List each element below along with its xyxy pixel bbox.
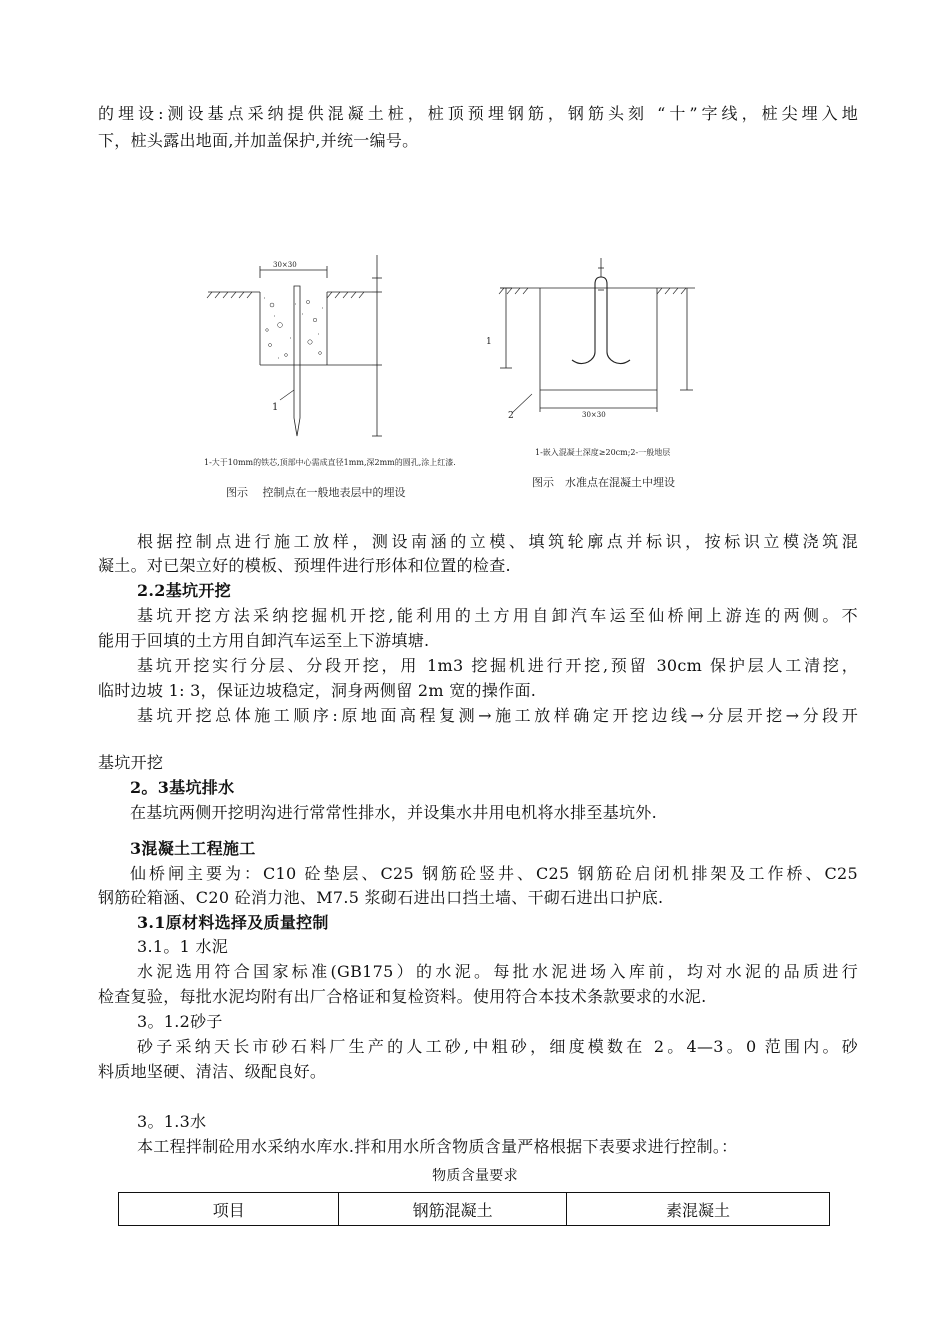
section-heading: 2。3基坑排水 [130,778,235,797]
paragraph-line: 能用于回填的土方用自卸汽车运至上下游填塘. [98,631,430,650]
right-callout-2: 2 [508,411,514,421]
paragraph-line: 仙桥闸主要为：C10 砼垫层、C25 钢筋砼竖井、C25 钢筋砼启闭机排架及工作桥、C25 [130,864,858,883]
paragraph-line: 基坑开挖 [98,753,164,772]
table-header-cell: 钢筋混凝土 [339,1193,567,1226]
paragraph-line: 基坑开挖总体施工顺序:原地面高程复测→施工放样确定开挖边线→分层开挖→分段开 [137,706,858,725]
right-figure-caption: 图示 水准点在混凝土中埋设 [532,476,675,489]
section-heading: 3.1原材料选择及质量控制 [137,913,329,932]
subsection-heading: 3。1.3水 [137,1112,207,1131]
paragraph-line: 基坑开挖实行分层、分段开挖，用 1m3 挖掘机进行开挖,预留 30cm 保护层人工清挖， [137,656,858,675]
survey-point-figure [190,250,750,505]
paragraph-line: 下，桩头露出地面,并加盖保护,并统一编号。 [98,131,419,150]
paragraph-line: 砂子采纳天长市砂石料厂生产的人工砂,中粗砂，细度模数在 2。4—3。0 范围内。砂 [137,1037,858,1056]
paragraph-line: 基坑开挖方法采纳挖掘机开挖,能利用的土方用自卸汽车运至仙桥闸上游连的两侧。不 [137,606,858,625]
right-figure-note: 1-嵌入混凝土深度≥20cm;2-一般地层 [535,448,671,457]
paragraph-line: 的埋设:测设基点采纳提供混凝土桩，桩顶预埋钢筋，钢筋头刻 “十”字线，桩尖埋入地 [98,104,858,123]
paragraph-line: 料质地坚硬、清洁、级配良好。 [98,1062,327,1081]
paragraph-line: 水泥选用符合国家标准(GB175）的水泥。每批水泥进场入库前，均对水泥的品质进行 [137,962,858,981]
left-callout-1: 1 [272,402,279,413]
left-dimension-label: 30×30 [273,261,297,269]
content-requirements-table [118,1192,830,1226]
table-header-cell: 项目 [119,1193,339,1226]
right-callout-1: 1 [486,337,492,347]
table-header-cell: 素混凝土 [566,1193,829,1226]
right-dimension-label: 30×30 [582,411,606,419]
paragraph-line: 凝土。对已架立好的模板、预埋件进行形体和位置的检查. [98,556,511,575]
paragraph-line: 本工程拌制砼用水采纳水库水.拌和用水所含物质含量严格根据下表要求进行控制。： [137,1137,738,1156]
section-heading: 2.2基坑开挖 [137,581,231,600]
paragraph-line: 临时边坡 1: 3，保证边坡稳定，洞身两侧留 2m 宽的操作面. [98,681,537,700]
embedding-diagram [190,250,750,505]
left-figure-note: 1-大于10mm的铁芯,顶部中心需成直径1mm,深2mm的圆孔,涂上红漆. [204,458,456,467]
left-figure-caption: 图示 控制点在一般地表层中的埋设 [226,486,406,499]
paragraph-line: 根据控制点进行施工放样，测设南涵的立模、填筑轮廓点并标识，按标识立模浇筑混 [137,532,858,551]
table-title: 物质含量要求 [432,1168,518,1184]
paragraph-line: 检查复验，每批水泥均附有出厂合格证和复检资料。使用符合本技术条款要求的水泥. [98,987,707,1006]
paragraph-line: 钢筋砼箱涵、C20 砼消力池、M7.5 浆砌石进出口挡土墙、干砌石进出口护底. [98,888,664,907]
paragraph-line: 在基坑两侧开挖明沟进行常常性排水，并设集水井用电机将水排至基坑外. [130,803,657,822]
table-header-row [119,1193,830,1226]
subsection-heading: 3。1.2砂子 [137,1012,223,1031]
section-heading: 3混凝土工程施工 [130,839,256,858]
subsection-heading: 3.1。1 水泥 [137,937,229,956]
